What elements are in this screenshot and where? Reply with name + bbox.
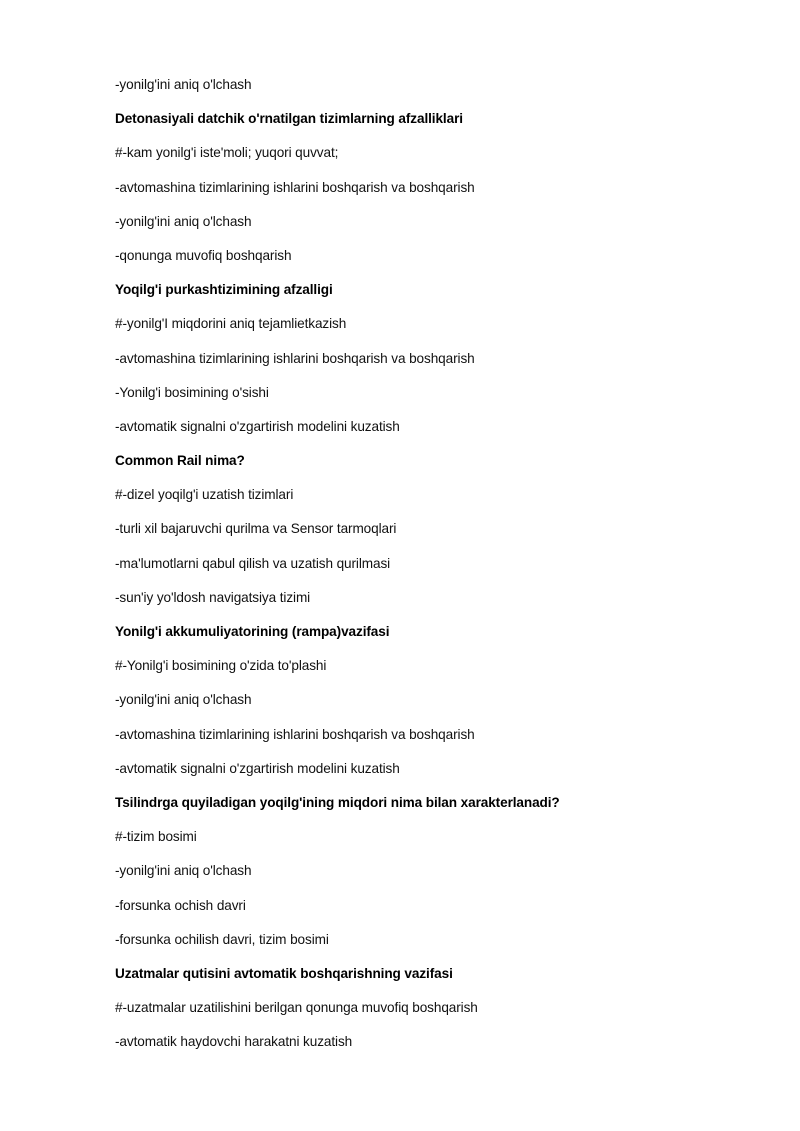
answer-option-line: -Yonilg'i bosimining o'sishi <box>115 384 269 400</box>
answer-option-line: -yonilg'ini aniq o'lchash <box>115 863 252 879</box>
answer-option-line: -avtomatik haydovchi harakatni kuzatish <box>115 1034 353 1050</box>
answer-option-line: -ma'lumotlarni qabul qilish va uzatish qurilmasi <box>115 555 391 571</box>
answer-option-line: -yonilg'ini aniq o'lchash <box>115 692 252 708</box>
question-heading: Yonilg'i akkumuliyatorining (rampa)vazifasi <box>115 624 390 639</box>
correct-answer-line: #-yonilg'I miqdorini aniq tejamlietkazish <box>115 316 347 332</box>
answer-option-line: -forsunka ochilish davri, tizim bosimi <box>115 931 329 947</box>
answer-option-line: -yonilg'ini aniq o'lchash <box>115 213 252 229</box>
answer-option-line: -yonilg'ini aniq o'lchash <box>115 77 252 92</box>
answer-option-line: -avtomashina tizimlarining ishlarini boshqarish va boshqarish <box>115 350 475 366</box>
answer-option-line: -sun'iy yo'ldosh navigatsiya tizimi <box>115 589 311 605</box>
answer-option-line: -avtomashina tizimlarining ishlarini boshqarish va boshqarish <box>115 179 475 195</box>
correct-answer-line: #-uzatmalar uzatilishini berilgan qonunga muvofiq boshqarish <box>115 1000 478 1016</box>
answer-option-line: -turli xil bajaruvchi qurilma va Sensor tarmoqlari <box>115 521 397 537</box>
question-heading: Uzatmalar qutisini avtomatik boshqarishning vazifasi <box>115 965 453 981</box>
correct-answer-line: #-Yonilg'i bosimining o'zida to'plashi <box>115 658 327 674</box>
answer-option-line: -avtomashina tizimlarining ishlarini boshqarish va boshqarish <box>115 726 475 742</box>
question-heading: Yoqilg'i purkashtizimining afzalligi <box>115 282 333 298</box>
answer-option-line: -forsunka ochish davri <box>115 897 246 913</box>
correct-answer-line: #-dizel yoqilg'i uzatish tizimlari <box>115 487 294 503</box>
question-heading: Common Rail nima? <box>115 453 245 469</box>
answer-option-line: -avtomatik signalni o'zgartirish modelini kuzatish <box>115 418 400 434</box>
correct-answer-line: #-tizim bosimi <box>115 829 197 845</box>
answer-option-line: -avtomatik signalni o'zgartirish modelini kuzatish <box>115 760 400 776</box>
question-heading: Tsilindrga quyiladigan yoqilg'ining miqdori nima bilan xarakterlanadi? <box>115 794 560 810</box>
correct-answer-line: #-kam yonilg'i iste'moli; yuqori quvvat; <box>115 145 339 161</box>
text-lines <box>115 75 755 1066</box>
answer-option-line: -qonunga muvofiq boshqarish <box>115 247 292 263</box>
question-heading: Detonasiyali datchik o'rnatilgan tizimlarning afzalliklari <box>115 111 463 127</box>
